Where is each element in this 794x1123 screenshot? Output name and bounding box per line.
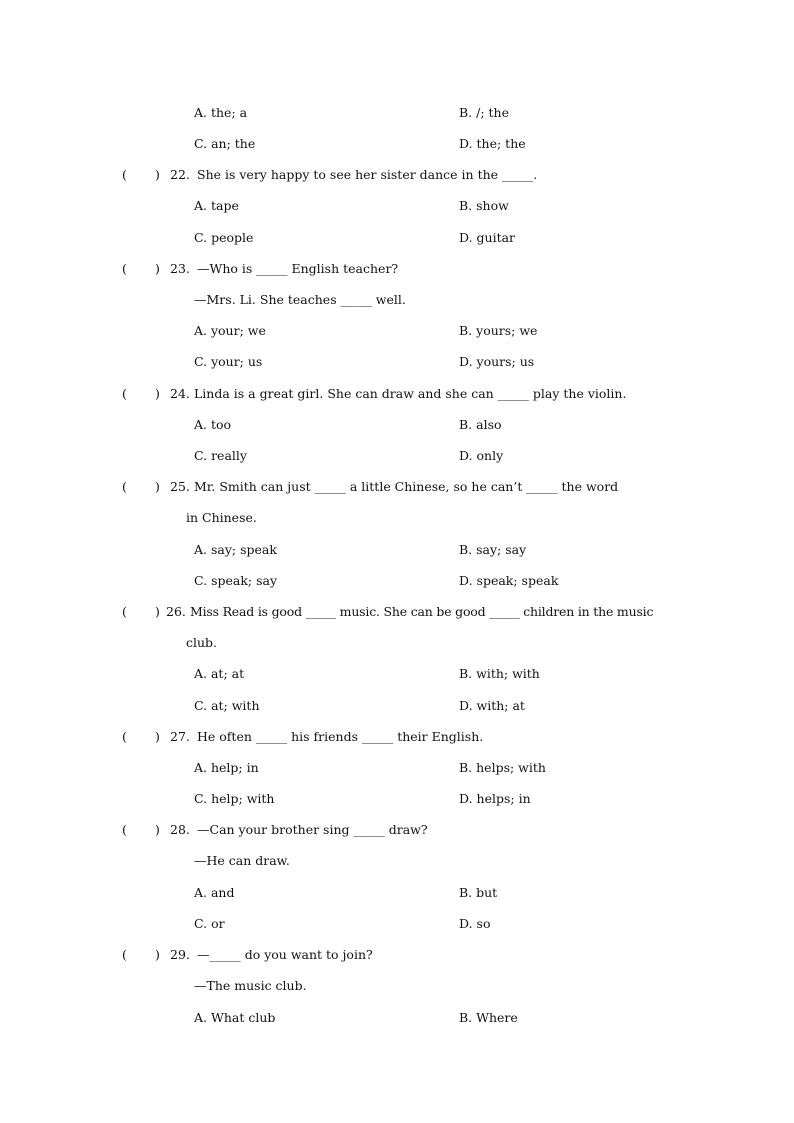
question-text: —Mrs. Li. She teaches _____ well. [194, 292, 406, 307]
option-c: C. your; us [194, 354, 263, 369]
option-b: B. yours; we [459, 323, 538, 338]
answer-blank-open-paren: ( [122, 947, 127, 962]
question-text: —Can your brother sing _____ draw? [197, 822, 428, 837]
question-text: in Chinese. [186, 510, 257, 525]
option-b: B. show [459, 198, 509, 213]
option-c: C. at; with [194, 698, 260, 713]
answer-blank-open-paren: ( [122, 822, 127, 837]
option-d: D. the; the [459, 136, 526, 151]
question-number: 24. [170, 386, 190, 401]
answer-blank-open-paren: ( [122, 479, 127, 494]
option-c: C. help; with [194, 791, 275, 806]
answer-blank-open-paren: ( [122, 729, 127, 744]
question-number: 22. [170, 167, 190, 182]
option-d: D. speak; speak [459, 573, 559, 588]
option-b: B. helps; with [459, 760, 546, 775]
answer-blank-close-paren: ) [155, 479, 160, 494]
answer-blank-close-paren: ) [155, 386, 160, 401]
option-a: A. tape [194, 198, 239, 213]
option-b: B. also [459, 417, 502, 432]
option-a: A. What club [194, 1010, 276, 1025]
question-number: 25. [170, 479, 190, 494]
option-d: D. guitar [459, 230, 516, 245]
question-number: 27. [170, 729, 190, 744]
option-b: B. Where [459, 1010, 518, 1025]
answer-blank-close-paren: ) [155, 261, 160, 276]
option-c: C. speak; say [194, 573, 278, 588]
answer-blank-close-paren: ) [155, 822, 160, 837]
option-b: B. but [459, 885, 498, 900]
option-a: A. at; at [194, 666, 245, 681]
answer-blank-close-paren: ) [155, 604, 160, 619]
question-text: —He can draw. [194, 853, 290, 868]
question-number: 29. [170, 947, 190, 962]
answer-blank-open-paren: ( [122, 167, 127, 182]
question-text: —The music club. [194, 978, 307, 993]
answer-blank-close-paren: ) [155, 167, 160, 182]
answer-blank-open-paren: ( [122, 261, 127, 276]
answer-blank-close-paren: ) [155, 947, 160, 962]
option-c: C. really [194, 448, 247, 463]
option-b: B. with; with [459, 666, 540, 681]
question-number: 26. [166, 604, 186, 619]
option-a: A. and [194, 885, 235, 900]
option-c: C. an; the [194, 136, 256, 151]
option-d: D. only [459, 448, 504, 463]
question-text: Miss Read is good _____ music. She can be good _____ children in the music [190, 604, 654, 619]
answer-blank-open-paren: ( [122, 604, 127, 619]
answer-blank-close-paren: ) [155, 729, 160, 744]
option-a: A. too [194, 417, 232, 432]
question-text: Linda is a great girl. She can draw and she can _____ play the violin. [194, 386, 627, 401]
option-c: C. people [194, 230, 254, 245]
question-text: —Who is _____ English teacher? [197, 261, 399, 276]
question-text: Mr. Smith can just _____ a little Chinese, so he can’t _____ the word [194, 479, 619, 494]
option-b: B. say; say [459, 542, 527, 557]
option-c: C. or [194, 916, 225, 931]
option-d: D. so [459, 916, 491, 931]
option-b: B. /; the [459, 105, 509, 120]
option-d: D. helps; in [459, 791, 531, 806]
question-text: He often _____ his friends _____ their English. [197, 729, 484, 744]
question-text: club. [186, 635, 218, 650]
option-a: A. help; in [194, 760, 259, 775]
question-number: 23. [170, 261, 190, 276]
option-a: A. the; a [194, 105, 248, 120]
option-d: D. with; at [459, 698, 525, 713]
option-a: A. say; speak [194, 542, 277, 557]
answer-blank-open-paren: ( [122, 386, 127, 401]
question-text: She is very happy to see her sister dance in the _____. [197, 167, 538, 182]
option-d: D. yours; us [459, 354, 535, 369]
question-number: 28. [170, 822, 190, 837]
question-text: —_____ do you want to join? [197, 947, 373, 962]
option-a: A. your; we [194, 323, 266, 338]
